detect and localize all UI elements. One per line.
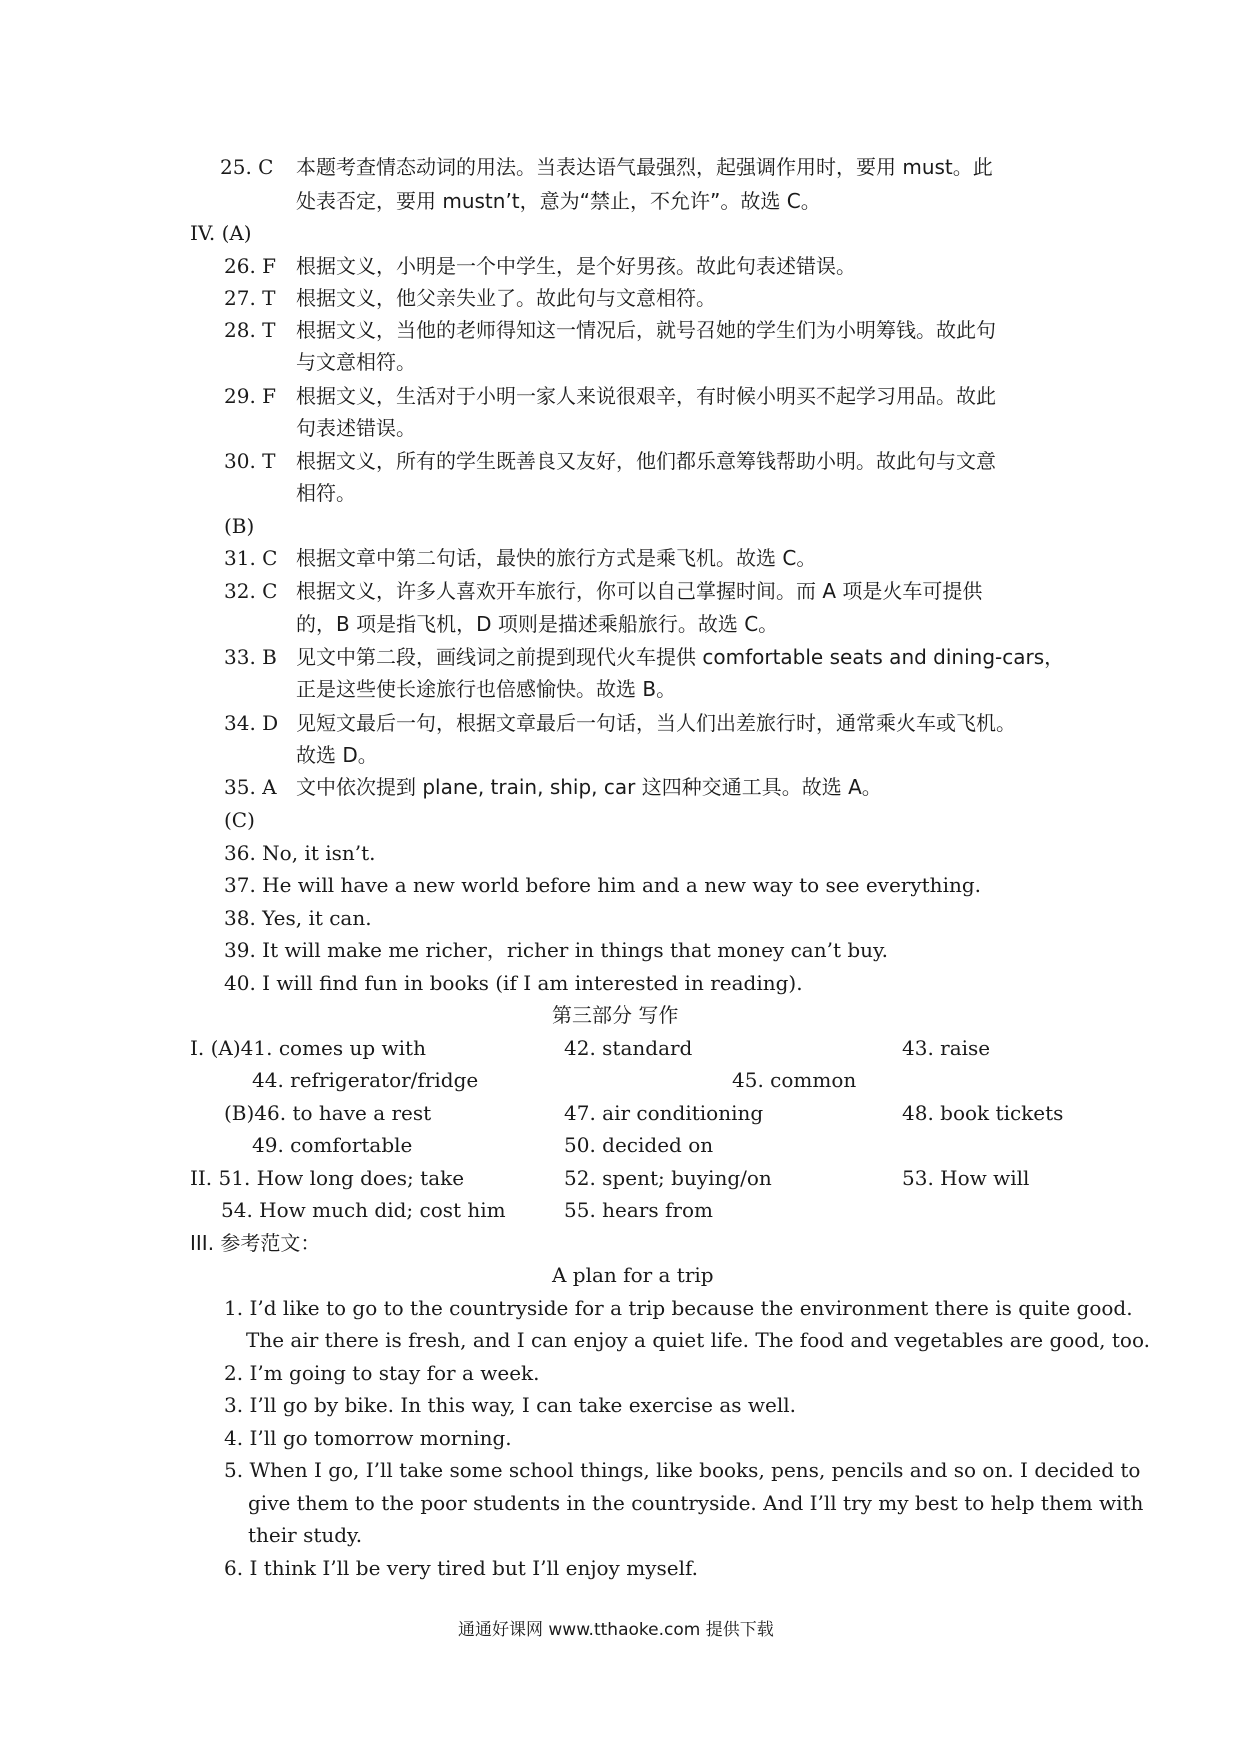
answer-number: 28. T bbox=[224, 318, 276, 342]
part-title: 第三部分 写作 bbox=[552, 1003, 679, 1027]
answer-line: 38. Yes, it can. bbox=[224, 906, 372, 930]
explanation-text: 处表否定，要用 mustn’t，意为“禁止，不允许”。故选 C。 bbox=[296, 189, 821, 213]
section-label: IV. (A) bbox=[190, 221, 252, 245]
explanation-text: 本题考查情态动词的用法。当表达语气最强烈，起强调作用时，要用 must。此 bbox=[296, 155, 993, 179]
essay-line: 4. I’ll go tomorrow morning. bbox=[224, 1426, 512, 1450]
explanation-text: 根据文义，所有的学生既善良又友好，他们都乐意筹钱帮助小明。故此句与文意 bbox=[296, 449, 996, 473]
answer-number: 31. C bbox=[224, 546, 278, 570]
answer-line: 37. He will have a new world before him and a new way to see everything. bbox=[224, 873, 982, 897]
essay-line: give them to the poor students in the countryside. And I’ll try my best to help them with bbox=[248, 1491, 1144, 1515]
explanation-text: 文中依次提到 plane, train, ship, car 这四种交通工具。故选 A。 bbox=[296, 775, 882, 799]
explanation-text: 根据文义，当他的老师得知这一情况后，就号召她的学生们为小明筹钱。故此句 bbox=[296, 318, 996, 342]
fill-answer: (B)46. to have a rest bbox=[224, 1101, 432, 1125]
fill-answer: 43. raise bbox=[902, 1036, 991, 1060]
page-footer: 通通好课网 www.tthaoke.com 提供下载 bbox=[458, 1620, 774, 1640]
answer-line: 36. No, it isn’t. bbox=[224, 841, 376, 865]
answer-number: 29. F bbox=[224, 384, 277, 408]
fill-answer: 54. How much did; cost him bbox=[221, 1198, 506, 1222]
fill-answer: 52. spent; buying/on bbox=[564, 1166, 772, 1190]
fill-answer: 50. decided on bbox=[564, 1133, 714, 1157]
explanation-text: 与文意相符。 bbox=[296, 350, 416, 374]
essay-line: 3. I’ll go by bike. In this way, I can take exercise as well. bbox=[224, 1393, 796, 1417]
essay-line: 6. I think I’ll be very tired but I’ll enjoy myself. bbox=[224, 1556, 699, 1580]
explanation-text: 根据文义，许多人喜欢开车旅行，你可以自己掌握时间。而 A 项是火车可提供 bbox=[296, 579, 983, 603]
explanation-text: 见短文最后一句，根据文章最后一句话，当人们出差旅行时，通常乘火车或飞机。 bbox=[296, 711, 1016, 735]
fill-answer: 48. book tickets bbox=[902, 1101, 1064, 1125]
explanation-text: 根据文义，他父亲失业了。故此句与文意相符。 bbox=[296, 286, 716, 310]
fill-answer: 53. How will bbox=[902, 1166, 1030, 1190]
explanation-text: 相符。 bbox=[296, 481, 356, 505]
answer-number: 26. F bbox=[224, 254, 277, 278]
answer-number: 32. C bbox=[224, 579, 278, 603]
fill-answer: 44. refrigerator/fridge bbox=[252, 1068, 479, 1092]
explanation-text: 的，B 项是指飞机，D 项则是描述乘船旅行。故选 C。 bbox=[296, 612, 779, 636]
fill-answer: 55. hears from bbox=[564, 1198, 713, 1222]
fill-answer: 47. air conditioning bbox=[564, 1101, 764, 1125]
essay-title: A plan for a trip bbox=[552, 1263, 714, 1287]
explanation-text: 正是这些使长途旅行也倍感愉快。故选 B。 bbox=[296, 677, 677, 701]
explanation-text: 故选 D。 bbox=[296, 743, 378, 767]
essay-line: their study. bbox=[248, 1523, 363, 1547]
explanation-text: 根据文义，生活对于小明一家人来说很艰辛，有时候小明买不起学习用品。故此 bbox=[296, 384, 996, 408]
fill-answer: 42. standard bbox=[564, 1036, 693, 1060]
section-label: (C) bbox=[224, 808, 255, 832]
essay-line: 1. I’d like to go to the countryside for a trip because the environment there is quite good. bbox=[224, 1296, 1133, 1320]
fill-answer: II. 51. How long does; take bbox=[190, 1166, 465, 1190]
answer-number: 27. T bbox=[224, 286, 276, 310]
answer-line: 40. I will find fun in books (if I am interested in reading). bbox=[224, 971, 803, 995]
essay-line: The air there is fresh, and I can enjoy a quiet life. The food and vegetables are good, too. bbox=[246, 1328, 1150, 1352]
answer-number: 30. T bbox=[224, 449, 276, 473]
answer-number: 33. B bbox=[224, 645, 277, 669]
fill-answer: 49. comfortable bbox=[252, 1133, 413, 1157]
explanation-text: 见文中第二段，画线词之前提到现代火车提供 comfortable seats and dining-cars， bbox=[296, 645, 1065, 669]
fill-answer: I. (A)41. comes up with bbox=[190, 1036, 426, 1060]
answer-number: 25. C bbox=[220, 155, 274, 179]
explanation-text: 根据文章中第二句话，最快的旅行方式是乘飞机。故选 C。 bbox=[296, 546, 817, 570]
section-label: (B) bbox=[224, 514, 255, 538]
explanation-text: 句表述错误。 bbox=[296, 416, 416, 440]
answer-line: 39. It will make me richer，richer in things that money can’t buy. bbox=[224, 938, 889, 962]
essay-line: 5. When I go, I’ll take some school things, like books, pens, pencils and so on. I decided to bbox=[224, 1458, 1141, 1482]
fill-answer: 45. common bbox=[732, 1068, 857, 1092]
explanation-text: 根据文义，小明是一个中学生，是个好男孩。故此句表述错误。 bbox=[296, 254, 856, 278]
answer-number: 35. A bbox=[224, 775, 277, 799]
essay-line: 2. I’m going to stay for a week. bbox=[224, 1361, 540, 1385]
answer-number: 34. D bbox=[224, 711, 279, 735]
section-label: III. 参考范文： bbox=[190, 1231, 321, 1255]
